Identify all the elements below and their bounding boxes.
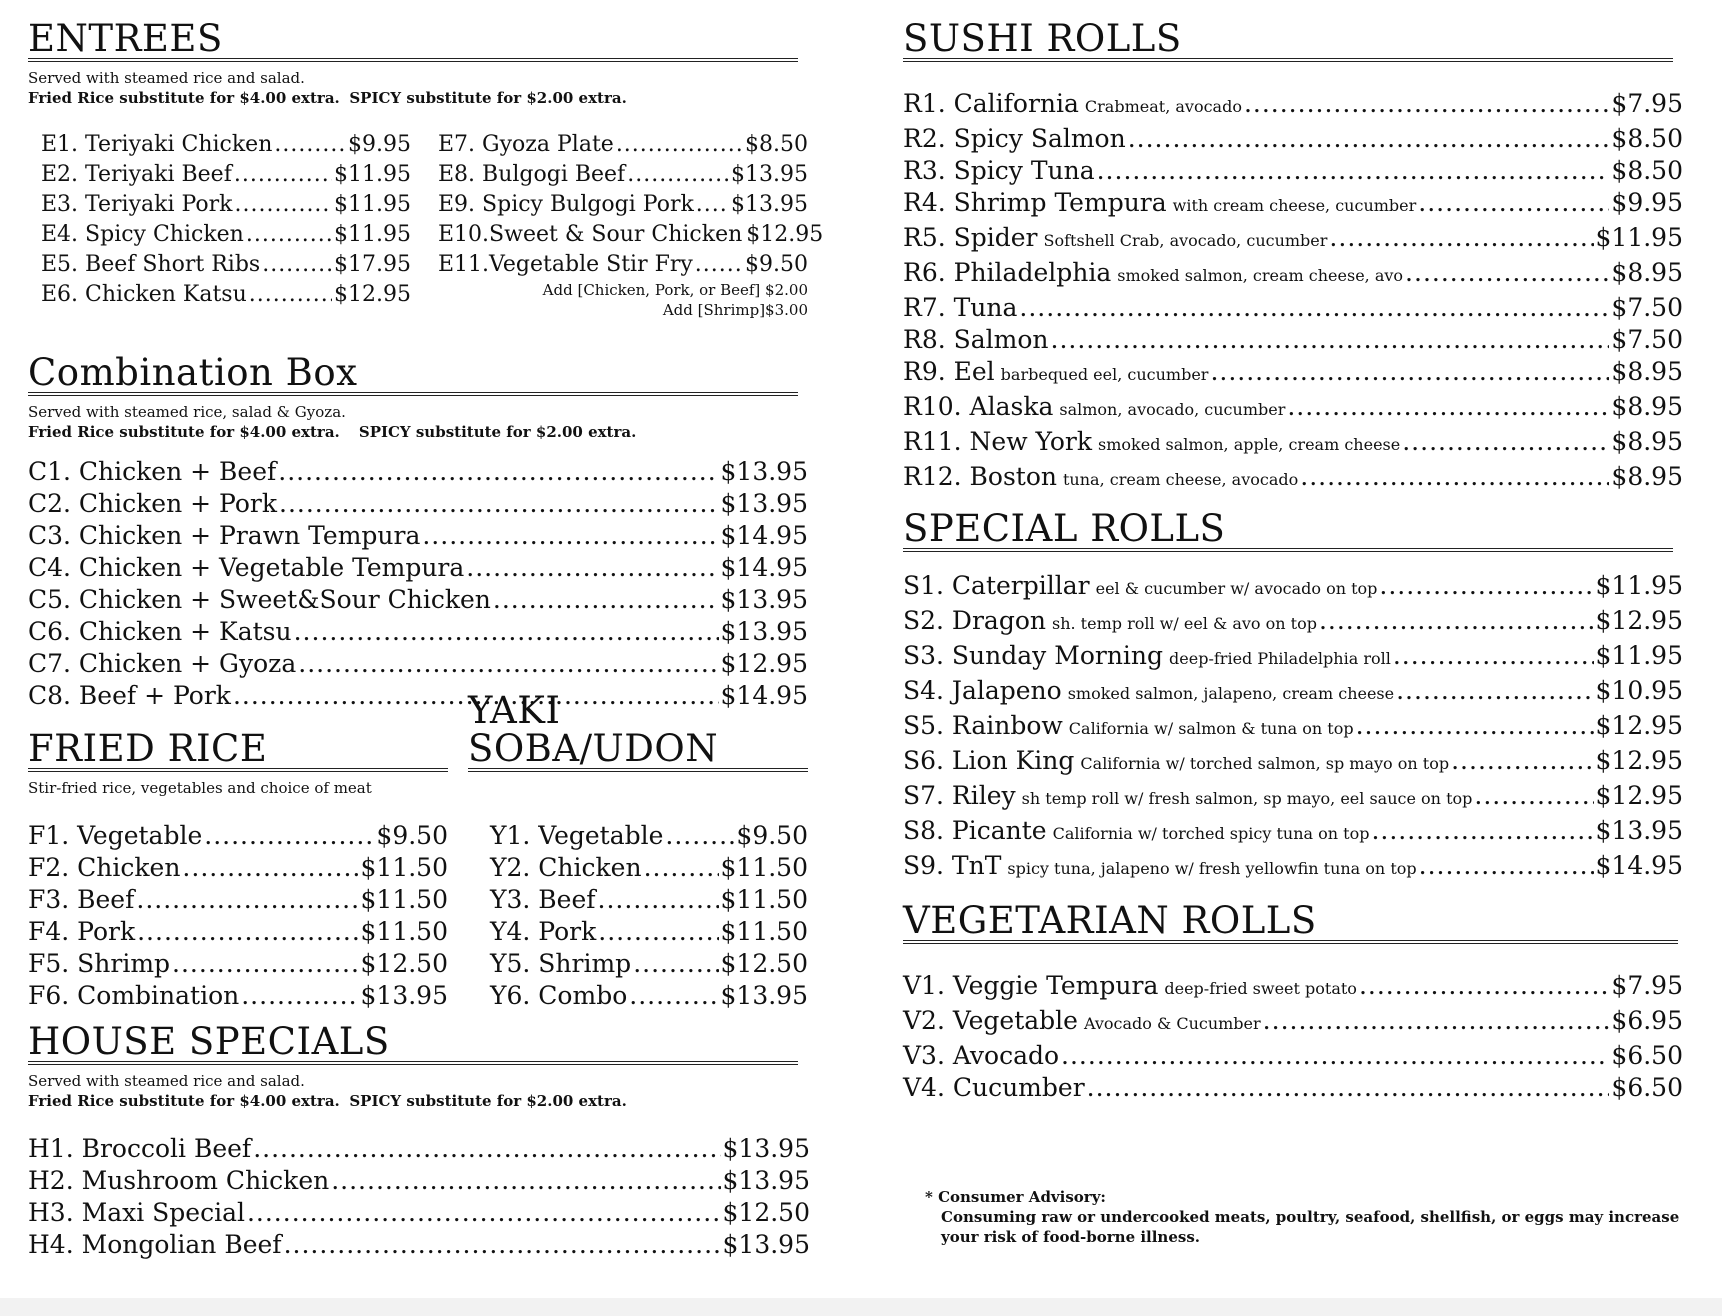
menu-item-description: spicy tuna, jalapeno w/ fresh yellowfin tuna on top xyxy=(1007,859,1417,878)
fried-rice-list xyxy=(28,820,448,1012)
special-list xyxy=(903,570,1683,885)
menu-item xyxy=(490,884,808,916)
menu-item xyxy=(28,456,808,488)
menu-item-name: E10.Sweet & Sour Chicken xyxy=(438,222,743,247)
menu-item-price: $11.95 xyxy=(1595,571,1683,600)
menu-item xyxy=(903,257,1683,292)
fried-rice-title: FRIED RICE xyxy=(28,728,448,772)
menu-item xyxy=(28,520,808,552)
menu-item-name: R7. Tuna xyxy=(903,293,1018,322)
menu-item-price: $8.95 xyxy=(1611,357,1683,386)
menu-item xyxy=(41,130,411,160)
menu-item xyxy=(903,570,1683,605)
dot-leader xyxy=(695,250,743,280)
menu-item-name: R1. California xyxy=(903,89,1079,118)
menu-item xyxy=(28,648,808,680)
menu-item xyxy=(28,584,808,616)
menu-item-name: C6. Chicken + Katsu xyxy=(28,617,292,646)
menu-item-price: $13.95 xyxy=(731,192,808,217)
menu-item-price: $9.50 xyxy=(376,821,448,850)
menu-item-description: smoked salmon, cream cheese, avo xyxy=(1117,266,1404,285)
menu-item-price: $13.95 xyxy=(722,1166,810,1195)
menu-item-name: Y1. Vegetable xyxy=(490,821,664,850)
menu-item-name: F1. Vegetable xyxy=(28,821,203,850)
menu-item-price: $13.95 xyxy=(720,981,808,1010)
dot-leader xyxy=(1061,1040,1609,1072)
entrees-list-right xyxy=(411,130,824,320)
menu-item-price: $14.95 xyxy=(720,521,808,550)
menu-item-description: California w/ torched salmon, sp mayo on top xyxy=(1080,754,1450,773)
menu-item-price: $7.95 xyxy=(1611,89,1683,118)
menu-item-name: R3. Spicy Tuna xyxy=(903,156,1095,185)
menu-item-price: $11.50 xyxy=(360,917,448,946)
menu-item-name: R5. Spider xyxy=(903,223,1038,252)
menu-item-name: S5. Rainbow xyxy=(903,711,1063,740)
menu-item-name: H3. Maxi Special xyxy=(28,1198,245,1227)
dot-leader xyxy=(1356,710,1594,742)
menu-item xyxy=(903,815,1683,850)
menu-item-price: $6.50 xyxy=(1611,1073,1683,1102)
menu-item-name: C7. Chicken + Gyoza xyxy=(28,649,297,678)
menu-item xyxy=(28,488,808,520)
dot-leader xyxy=(629,980,718,1012)
menu-item xyxy=(28,552,808,584)
menu-item xyxy=(903,640,1683,675)
dot-leader xyxy=(241,980,358,1012)
menu-item-price: $8.95 xyxy=(1611,427,1683,456)
menu-item-name: S7. Riley xyxy=(903,781,1016,810)
menu-item-price: $11.50 xyxy=(360,885,448,914)
menu-item-price: $7.95 xyxy=(1611,971,1683,1000)
menu-item xyxy=(903,1005,1683,1040)
menu-item xyxy=(28,1197,810,1229)
dot-leader xyxy=(1418,187,1609,219)
menu-item-description: barbequed eel, cucumber xyxy=(1000,365,1209,384)
menu-item-price: $10.95 xyxy=(1595,676,1683,705)
menu-item-name: V2. Vegetable xyxy=(903,1006,1078,1035)
special-section xyxy=(903,507,1683,885)
house-note-line2: Fried Rice substitute for $4.00 extra. SPICY substitute for $2.00 extra. xyxy=(28,1092,627,1110)
veg-title: VEGETARIAN ROLLS xyxy=(903,900,1678,944)
dot-leader xyxy=(1402,426,1609,458)
menu-item-description: California w/ salmon & tuna on top xyxy=(1068,719,1354,738)
dot-leader xyxy=(1359,970,1609,1002)
menu-item-name: E2. Teriyaki Beef xyxy=(41,162,232,187)
house-note xyxy=(28,1071,798,1111)
menu-item-price: $12.50 xyxy=(720,949,808,978)
menu-item xyxy=(903,292,1683,324)
menu-item-price: $13.95 xyxy=(720,457,808,486)
menu-item-description: Avocado & Cucumber xyxy=(1083,1014,1261,1033)
menu-item xyxy=(903,88,1683,123)
menu-item-name: S8. Picante xyxy=(903,816,1047,845)
entrees-addon-2: Add [Shrimp]$3.00 xyxy=(662,301,808,319)
menu-item-price: $13.95 xyxy=(731,162,808,187)
menu-item-name: E1. Teriyaki Chicken xyxy=(41,132,273,157)
dot-leader xyxy=(262,250,332,280)
menu-item xyxy=(903,155,1683,187)
menu-item-price: $11.95 xyxy=(1595,223,1683,252)
menu-item-name: F2. Chicken xyxy=(28,853,181,882)
dot-leader xyxy=(1019,292,1609,324)
menu-item xyxy=(28,1229,810,1261)
menu-item xyxy=(903,1072,1683,1104)
menu-item-name: R11. New York xyxy=(903,427,1093,456)
dot-leader xyxy=(644,852,719,884)
menu-item-price: $13.95 xyxy=(722,1230,810,1259)
menu-item xyxy=(903,850,1683,885)
menu-item-name: C4. Chicken + Vegetable Tempura xyxy=(28,553,465,582)
menu-item xyxy=(438,220,824,250)
entrees-title: ENTREES xyxy=(28,18,798,62)
menu-item-price: $12.50 xyxy=(722,1198,810,1227)
dot-leader xyxy=(493,584,719,616)
menu-item-name: S9. TnT xyxy=(903,851,1002,880)
menu-item-name: S2. Dragon xyxy=(903,606,1046,635)
menu-item-price: $14.95 xyxy=(1595,851,1683,880)
combo-list xyxy=(28,456,808,712)
menu-item xyxy=(903,391,1683,426)
dot-leader xyxy=(696,190,729,220)
menu-item-name: C3. Chicken + Prawn Tempura xyxy=(28,521,421,550)
menu-item xyxy=(41,250,411,280)
dot-leader xyxy=(182,852,358,884)
entrees-list-left xyxy=(28,130,411,320)
menu-item-price: $9.50 xyxy=(736,821,808,850)
menu-item-name: R2. Spicy Salmon xyxy=(903,124,1126,153)
dot-leader xyxy=(422,520,718,552)
menu-item-name: V1. Veggie Tempura xyxy=(903,971,1159,1000)
menu-item xyxy=(903,123,1683,155)
menu-item xyxy=(903,222,1683,257)
dot-leader xyxy=(665,820,734,852)
menu-item-description: smoked salmon, jalapeno, cream cheese xyxy=(1067,684,1395,703)
dot-leader xyxy=(1128,123,1610,155)
menu-item-description: Crabmeat, avocado xyxy=(1084,97,1242,116)
menu-item-description: sh temp roll w/ fresh salmon, sp mayo, eel sauce on top xyxy=(1021,789,1473,808)
special-title: SPECIAL ROLLS xyxy=(903,508,1673,552)
dot-leader xyxy=(249,280,332,310)
menu-item-price: $17.95 xyxy=(334,252,411,277)
combo-note xyxy=(28,402,798,442)
menu-item-price: $9.50 xyxy=(745,252,808,277)
entrees-list xyxy=(28,130,824,320)
menu-item-name: Y4. Pork xyxy=(490,917,597,946)
menu-item-price: $11.50 xyxy=(720,853,808,882)
menu-item-price: $12.95 xyxy=(1595,711,1683,740)
dot-leader xyxy=(1244,88,1609,120)
menu-item-name: V3. Avocado xyxy=(903,1041,1060,1070)
menu-item-price: $11.50 xyxy=(720,885,808,914)
menu-item-name: E5. Beef Short Ribs xyxy=(41,252,261,277)
menu-item-price: $8.50 xyxy=(745,132,808,157)
menu-item xyxy=(903,187,1683,222)
entrees-note-line1: Served with steamed rice and salad. xyxy=(28,69,305,87)
menu-item-price: $12.95 xyxy=(720,649,808,678)
menu-item-price: $8.50 xyxy=(1611,156,1683,185)
menu-item-description: smoked salmon, apple, cream cheese xyxy=(1098,435,1401,454)
menu-item-price: $12.95 xyxy=(334,282,411,307)
menu-item-name: S1. Caterpillar xyxy=(903,571,1090,600)
menu-item-name: C1. Chicken + Beef xyxy=(28,457,277,486)
menu-item xyxy=(903,356,1683,391)
dot-leader xyxy=(1319,605,1594,637)
menu-item-name: E4. Spicy Chicken xyxy=(41,222,244,247)
entrees-note xyxy=(28,68,798,108)
menu-item xyxy=(490,820,808,852)
menu-item-price: $11.50 xyxy=(720,917,808,946)
dot-leader xyxy=(1287,391,1609,423)
menu-item-description: California w/ torched spicy tuna on top xyxy=(1052,824,1370,843)
menu-item-name: Y2. Chicken xyxy=(490,853,642,882)
veg-list xyxy=(903,970,1683,1104)
dot-leader xyxy=(1087,1072,1610,1104)
menu-item-name: S4. Jalapeno xyxy=(903,676,1062,705)
dot-leader xyxy=(1451,745,1593,777)
menu-item xyxy=(903,745,1683,780)
fried-rice-section xyxy=(28,728,448,1012)
menu-item-price: $11.50 xyxy=(360,853,448,882)
menu-item-price: $13.95 xyxy=(1595,816,1683,845)
menu-item xyxy=(438,250,808,280)
menu-item xyxy=(903,324,1683,356)
menu-item-name: H4. Mongolian Beef xyxy=(28,1230,282,1259)
menu-item-name: F5. Shrimp xyxy=(28,949,171,978)
advisory-body: Consuming raw or undercooked meats, poultry, seafood, shellfish, or eggs may increase your risk of food-borne illness. xyxy=(941,1208,1680,1246)
menu-item-description: with cream cheese, cucumber xyxy=(1172,196,1417,215)
combo-title: Combination Box xyxy=(28,352,798,396)
menu-item-name: R10. Alaska xyxy=(903,392,1054,421)
dot-leader xyxy=(284,1229,721,1261)
menu-item-description: Softshell Crab, avocado, cucumber xyxy=(1043,231,1328,250)
dot-leader xyxy=(294,616,719,648)
menu-item-price: $11.95 xyxy=(334,222,411,247)
dot-leader xyxy=(466,552,718,584)
veg-section xyxy=(903,899,1683,1104)
combo-note-line2: Fried Rice substitute for $4.00 extra. SPICY substitute for $2.00 extra. xyxy=(28,423,637,441)
menu-item xyxy=(28,884,448,916)
menu-item-name: V4. Cucumber xyxy=(903,1073,1085,1102)
dot-leader xyxy=(274,130,346,160)
menu-item-price: $6.50 xyxy=(1611,1041,1683,1070)
menu-item xyxy=(28,1133,810,1165)
menu-item-price: $13.95 xyxy=(720,489,808,518)
menu-item xyxy=(903,970,1683,1005)
menu-item xyxy=(490,852,808,884)
menu-item-price: $6.95 xyxy=(1611,1006,1683,1035)
fried-rice-note: Stir-fried rice, vegetables and choice of meat xyxy=(28,779,372,797)
menu-item-price: $9.95 xyxy=(1611,188,1683,217)
yaki-list xyxy=(490,820,808,1012)
menu-item-name: E11.Vegetable Stir Fry xyxy=(438,252,693,277)
menu-item-name: R8. Salmon xyxy=(903,325,1049,354)
menu-item-name: C2. Chicken + Pork xyxy=(28,489,277,518)
menu-item-name: R6. Philadelphia xyxy=(903,258,1112,287)
consumer-advisory xyxy=(925,1187,1685,1247)
sushi-section xyxy=(903,17,1683,496)
menu-item-name: E8. Bulgogi Beef xyxy=(438,162,626,187)
dot-leader xyxy=(1379,570,1593,602)
sushi-list xyxy=(903,88,1683,496)
dot-leader xyxy=(1051,324,1610,356)
dot-leader xyxy=(1396,675,1593,707)
dot-leader xyxy=(234,160,332,190)
menu-item-price: $9.95 xyxy=(348,132,411,157)
menu-item-price: $13.95 xyxy=(720,617,808,646)
menu-item xyxy=(903,605,1683,640)
page-footer-bar xyxy=(0,1298,1722,1316)
menu-item-price: $12.95 xyxy=(746,222,824,247)
dot-leader xyxy=(1210,356,1609,388)
menu-item xyxy=(903,710,1683,745)
menu-item-price: $14.95 xyxy=(720,681,808,710)
menu-item-name: H1. Broccoli Beef xyxy=(28,1134,252,1163)
menu-item xyxy=(490,948,808,980)
dot-leader xyxy=(278,456,718,488)
menu-item xyxy=(903,426,1683,461)
menu-item-name: S3. Sunday Morning xyxy=(903,641,1164,670)
house-title: HOUSE SPECIALS xyxy=(28,1021,798,1065)
dot-leader xyxy=(246,220,332,250)
menu-item-price: $12.95 xyxy=(1595,781,1683,810)
dot-leader xyxy=(247,1197,721,1229)
dot-leader xyxy=(598,916,718,948)
menu-item-price: $14.95 xyxy=(720,553,808,582)
dot-leader xyxy=(253,1133,720,1165)
yaki-title: YAKI SOBA/UDON xyxy=(468,728,808,772)
combo-section xyxy=(28,351,808,712)
dot-leader xyxy=(172,948,358,980)
menu-item-price: $13.95 xyxy=(720,585,808,614)
menu-item xyxy=(903,1040,1683,1072)
menu-item-price: $8.50 xyxy=(1611,124,1683,153)
menu-item-name: E6. Chicken Katsu xyxy=(41,282,247,307)
menu-item xyxy=(28,948,448,980)
menu-item-price: $8.95 xyxy=(1611,392,1683,421)
house-list xyxy=(28,1133,810,1261)
menu-item-name: E3. Teriyaki Pork xyxy=(41,192,233,217)
menu-item-price: $11.95 xyxy=(334,162,411,187)
menu-item-description: tuna, cream cheese, avocado xyxy=(1062,470,1299,489)
dot-leader xyxy=(1474,780,1593,812)
menu-item-name: E7. Gyoza Plate xyxy=(438,132,614,157)
menu-item xyxy=(28,616,808,648)
dot-leader xyxy=(633,948,718,980)
menu-item xyxy=(438,190,808,220)
dot-leader xyxy=(1393,640,1594,672)
menu-item xyxy=(903,780,1683,815)
advisory-title: * Consumer Advisory: xyxy=(925,1188,1106,1206)
menu-item-price: $13.95 xyxy=(722,1134,810,1163)
menu-item-description: salmon, avocado, cucumber xyxy=(1059,400,1286,419)
dot-leader xyxy=(279,488,719,520)
dot-leader xyxy=(204,820,374,852)
dot-leader xyxy=(1329,222,1593,254)
entrees-addon-1: Add [Chicken, Pork, or Beef] $2.00 xyxy=(542,281,808,299)
menu-item-description: sh. temp roll w/ eel & avo on top xyxy=(1051,614,1317,633)
menu-item-name: R9. Eel xyxy=(903,357,995,386)
dot-leader xyxy=(136,884,358,916)
menu-item-name: Y3. Beef xyxy=(490,885,596,914)
dot-leader xyxy=(1405,257,1609,289)
menu-item xyxy=(28,916,448,948)
dot-leader xyxy=(331,1165,720,1197)
dot-leader xyxy=(627,160,729,190)
dot-leader xyxy=(137,916,358,948)
house-section xyxy=(28,1020,810,1261)
dot-leader xyxy=(1419,850,1594,882)
menu-item xyxy=(41,280,411,310)
dot-leader xyxy=(616,130,743,160)
menu-item-name: H2. Mushroom Chicken xyxy=(28,1166,330,1195)
entrees-section xyxy=(28,17,824,320)
menu-item-name: F3. Beef xyxy=(28,885,135,914)
dot-leader xyxy=(1263,1005,1610,1037)
menu-item-price: $13.95 xyxy=(360,981,448,1010)
menu-item xyxy=(28,1165,810,1197)
menu-item-name: E9. Spicy Bulgogi Pork xyxy=(438,192,694,217)
menu-item xyxy=(41,220,411,250)
dot-leader xyxy=(235,190,333,220)
menu-item xyxy=(41,190,411,220)
house-note-line1: Served with steamed rice and salad. xyxy=(28,1072,305,1090)
dot-leader xyxy=(1097,155,1610,187)
sushi-title: SUSHI ROLLS xyxy=(903,18,1673,62)
menu-item-name: F4. Pork xyxy=(28,917,136,946)
entrees-note-line2: Fried Rice substitute for $4.00 extra. SPICY substitute for $2.00 extra. xyxy=(28,89,627,107)
menu-item-name: R12. Boston xyxy=(903,462,1057,491)
menu-item-name: Y6. Combo xyxy=(490,981,628,1010)
menu-item-description: eel & cucumber w/ avocado on top xyxy=(1095,579,1378,598)
menu-item xyxy=(490,980,808,1012)
menu-item xyxy=(28,852,448,884)
menu-item-name: R4. Shrimp Tempura xyxy=(903,188,1167,217)
menu-item-name: S6. Lion King xyxy=(903,746,1075,775)
menu-item-price: $11.95 xyxy=(334,192,411,217)
menu-item xyxy=(438,160,808,190)
menu-item-price: $12.95 xyxy=(1595,746,1683,775)
menu-item-price: $11.95 xyxy=(1595,641,1683,670)
menu-item xyxy=(28,980,448,1012)
menu-item-name: Y5. Shrimp xyxy=(490,949,632,978)
menu-item-name: F6. Combination xyxy=(28,981,240,1010)
menu-item xyxy=(28,820,448,852)
dot-leader xyxy=(1371,815,1593,847)
menu-item xyxy=(490,916,808,948)
menu-item-price: $8.95 xyxy=(1611,462,1683,491)
dot-leader xyxy=(1300,461,1609,493)
menu-item xyxy=(41,160,411,190)
menu-item-name: C5. Chicken + Sweet&Sour Chicken xyxy=(28,585,491,614)
combo-note-line1: Served with steamed rice, salad & Gyoza. xyxy=(28,403,346,421)
menu-item-price: $8.95 xyxy=(1611,258,1683,287)
dot-leader xyxy=(598,884,719,916)
menu-item-description: deep-fried Philadelphia roll xyxy=(1169,649,1391,668)
menu-item-price: $12.95 xyxy=(1595,606,1683,635)
menu-item xyxy=(903,461,1683,496)
menu-item-price: $7.50 xyxy=(1611,293,1683,322)
dot-leader xyxy=(298,648,718,680)
menu-item-price: $7.50 xyxy=(1611,325,1683,354)
menu-item xyxy=(903,675,1683,710)
menu-item-price: $12.50 xyxy=(360,949,448,978)
menu-item xyxy=(438,130,808,160)
menu-item-description: deep-fried sweet potato xyxy=(1164,979,1357,998)
menu-item-name: C8. Beef + Pork xyxy=(28,681,231,710)
